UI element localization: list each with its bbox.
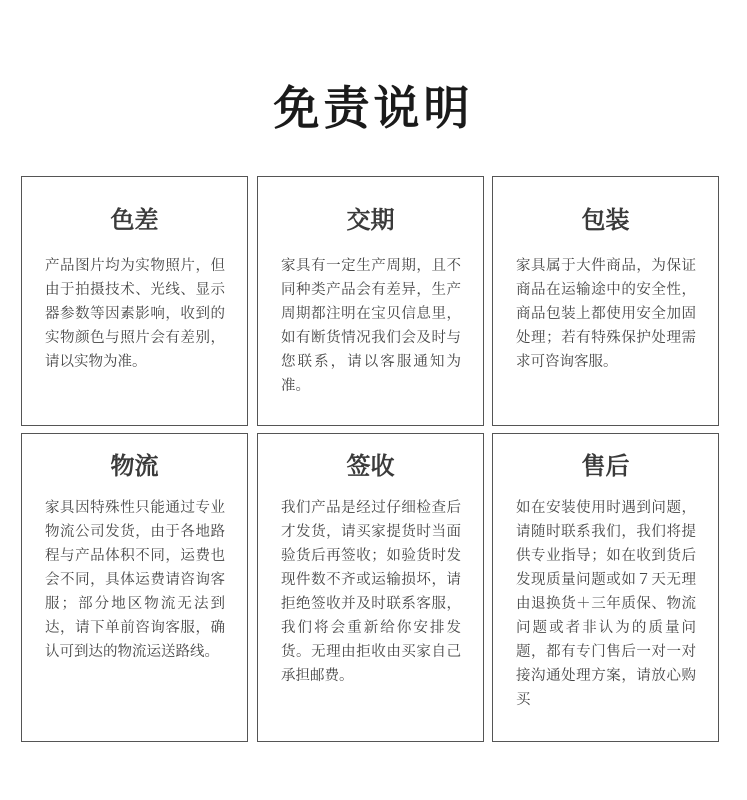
- card-packaging: [492, 176, 719, 426]
- card-body: 我们产品是经过仔细检查后才发货，请买家提货时当面验货后再签收；如验货时发现件数不齐或运输损坏，请拒绝签收并及时联系客服，我们将会重新给你安排发货。无理由拒收由买家自己承担邮费。: [281, 500, 461, 684]
- card-title: 物流: [110, 452, 159, 480]
- card-title: 售后: [581, 452, 630, 480]
- card-logistics: [21, 433, 248, 742]
- card-body: 如在安装使用时遇到问题，请随时联系我们，我们将提供专业指导；如在收到货后发现质量问题或如７天无理由退换货＋三年质保、物流问题或者非认为的质量问题，都有专门售后一对一对接沟通处理方案，请放心购买: [516, 500, 696, 708]
- card-body: 家具有一定生产周期，且不同种类产品会有差异，生产周期都注明在宝贝信息里，如有断货情况我们会及时与您联系，请以客服通知为准。: [281, 258, 461, 394]
- card-color-difference: [21, 176, 248, 426]
- page-title: 免责说明: [273, 81, 474, 135]
- card-sign-for-receipt: [257, 433, 484, 742]
- card-body: 家具因特殊性只能通过专业物流公司发货，由于各地路程与产品体积不同，运费也会不同，具体运费请咨询客服；部分地区物流无法到达，请下单前咨询客服，确认可到达的物流运送路线。: [45, 500, 225, 660]
- card-title: 包装: [581, 206, 630, 234]
- card-title: 交期: [346, 206, 395, 234]
- card-delivery-time: [257, 176, 484, 426]
- card-body: 产品图片均为实物照片，但由于拍摄技术、光线、显示器参数等因素影响，收到的实物颜色与照片会有差别，请以实物为准。: [45, 258, 225, 370]
- card-after-sales: [492, 433, 719, 742]
- card-title: 签收: [346, 452, 395, 480]
- card-body: 家具属于大件商品，为保证商品在运输途中的安全性，商品包装上都使用安全加固处理；若有特殊保护处理需求可咨询客服。: [516, 258, 696, 370]
- card-title: 色差: [110, 206, 159, 234]
